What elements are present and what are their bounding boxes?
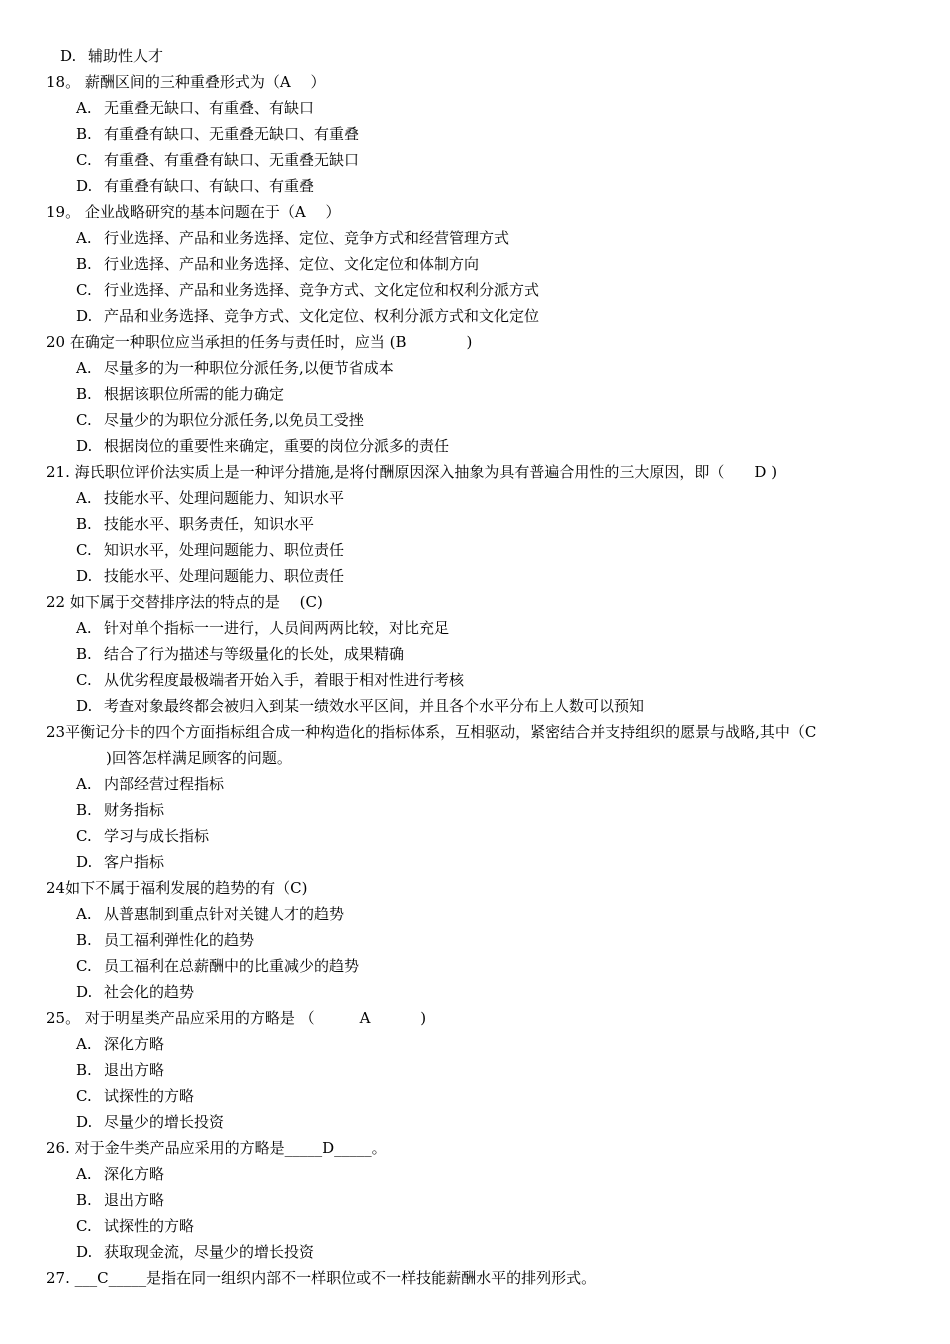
answer-option	[0, 95, 950, 121]
option-letter: D.	[76, 1113, 93, 1131]
option-text: 社会化的趋势	[104, 983, 195, 1001]
answer-option	[0, 381, 950, 407]
answer-option	[0, 1161, 950, 1187]
option-text: 技能水平、处理问题能力、职位责任	[104, 567, 345, 585]
option-letter: C.	[76, 827, 92, 845]
option-letter: D.	[76, 697, 93, 715]
answer-option	[0, 771, 950, 797]
option-letter: C.	[76, 281, 92, 299]
option-text: 考查对象最终都会被归入到某一绩效水平区间，并且各个水平分布上人数可以预知	[104, 697, 645, 715]
answer-option	[0, 147, 950, 173]
answer-option	[0, 121, 950, 147]
option-text: 产品和业务选择、竞争方式、文化定位、权利分派方式和文化定位	[104, 307, 540, 325]
option-letter: A.	[76, 1035, 92, 1053]
option-letter: B.	[76, 255, 92, 273]
option-letter: A.	[76, 99, 92, 117]
option-letter: B.	[76, 645, 92, 663]
answer-option	[0, 407, 950, 433]
answer-option	[0, 355, 950, 381]
option-letter: C.	[76, 1217, 92, 1235]
option-text: 技能水平、处理问题能力、知识水平	[104, 489, 345, 507]
option-letter: D.	[76, 437, 93, 455]
answer-option	[0, 511, 950, 537]
option-letter: D.	[76, 567, 93, 585]
option-text: 深化方略	[104, 1165, 165, 1183]
option-text: 内部经营过程指标	[104, 775, 225, 793]
option-letter: C.	[76, 151, 92, 169]
answer-option	[0, 693, 950, 719]
option-text: 尽量多的为一种职位分派任务,以便节省成本	[104, 359, 394, 377]
answer-option	[0, 615, 950, 641]
option-text: 深化方略	[104, 1035, 165, 1053]
answer-option	[0, 433, 950, 459]
option-text: 退出方略	[104, 1191, 165, 1209]
answer-option	[0, 43, 950, 69]
answer-option	[0, 563, 950, 589]
option-text: 根据该职位所需的能力确定	[104, 385, 285, 403]
answer-option	[0, 953, 950, 979]
answer-option	[0, 927, 950, 953]
option-text: 试探性的方略	[104, 1087, 195, 1105]
answer-option	[0, 173, 950, 199]
question-stem: 26. 对于金牛类产品应采用的方略是_____D_____。	[46, 1139, 387, 1157]
option-text: 学习与成长指标	[104, 827, 210, 845]
option-letter: A.	[76, 229, 92, 247]
answer-option	[0, 1031, 950, 1057]
option-text: 知识水平，处理问题能力、职位责任	[104, 541, 345, 559]
option-letter: D.	[76, 1243, 93, 1261]
question-stem: 18。 薪酬区间的三种重叠形式为（A ）	[46, 73, 326, 91]
option-text: 员工福利弹性化的趋势	[104, 931, 255, 949]
option-letter: C.	[76, 1087, 92, 1105]
question-stem: 23平衡记分卡的四个方面指标组合成一种构造化的指标体系，互相驱动，紧密结合并支持组织的愿景与战略,其中（C	[46, 723, 817, 741]
answer-option	[0, 1083, 950, 1109]
option-letter: C.	[76, 671, 92, 689]
answer-option	[0, 823, 950, 849]
document-page	[0, 43, 950, 1291]
option-letter: C.	[76, 957, 92, 975]
question-stem: 24如下不属于福利发展的趋势的有（C)	[46, 879, 308, 897]
option-letter: A.	[76, 359, 92, 377]
option-letter: A.	[76, 775, 92, 793]
answer-option	[0, 225, 950, 251]
answer-option	[0, 1109, 950, 1135]
answer-option	[0, 537, 950, 563]
answer-option	[0, 667, 950, 693]
option-letter: C.	[76, 541, 92, 559]
question-stem: 27. ___C_____是指在同一组织内部不一样职位或不一样技能薪酬水平的排列形式。	[46, 1269, 597, 1287]
option-text: 尽量少的增长投资	[104, 1113, 225, 1131]
option-letter: B.	[76, 931, 92, 949]
answer-option	[0, 251, 950, 277]
option-text: 尽量少的为职位分派任务,以免员工受挫	[104, 411, 364, 429]
question-continuation: )回答怎样满足顾客的问题。	[106, 749, 292, 767]
option-letter: D.	[76, 177, 93, 195]
option-text: 有重叠、有重叠有缺口、无重叠无缺口	[104, 151, 360, 169]
option-letter: B.	[76, 385, 92, 403]
option-text: 从普惠制到重点针对关键人才的趋势	[104, 905, 345, 923]
question-stem: 20 在确定一种职位应当承担的任务与责任时，应当 (B )	[46, 333, 473, 351]
answer-option	[0, 797, 950, 823]
option-letter: D.	[76, 307, 93, 325]
answer-option	[0, 1239, 950, 1265]
question-stem: 21. 海氏职位评价法实质上是一种评分措施,是将付酬原因深入抽象为具有普遍合用性的三大原因，即（ D )	[46, 463, 778, 481]
option-letter: D.	[76, 853, 93, 871]
option-letter: C.	[76, 411, 92, 429]
answer-option	[0, 277, 950, 303]
option-letter: B.	[76, 1061, 92, 1079]
option-text: 辅助性人才	[88, 47, 164, 65]
answer-option	[0, 979, 950, 1005]
option-text: 无重叠无缺口、有重叠、有缺口	[104, 99, 315, 117]
option-text: 有重叠有缺口、有缺口、有重叠	[104, 177, 315, 195]
answer-option	[0, 849, 950, 875]
option-text: 行业选择、产品和业务选择、定位、文化定位和体制方向	[104, 255, 480, 273]
option-text: 根据岗位的重要性来确定，重要的岗位分派多的责任	[104, 437, 450, 455]
option-letter: A.	[76, 905, 92, 923]
answer-option	[0, 485, 950, 511]
option-text: 客户指标	[104, 853, 165, 871]
answer-option	[0, 901, 950, 927]
option-letter: B.	[76, 515, 92, 533]
question-stem: 22 如下属于交替排序法的特点的是 (C)	[46, 593, 323, 611]
option-letter: D.	[60, 47, 77, 65]
answer-option	[0, 303, 950, 329]
option-letter: A.	[76, 489, 92, 507]
option-text: 有重叠有缺口、无重叠无缺口、有重叠	[104, 125, 360, 143]
answer-option	[0, 1187, 950, 1213]
answer-option	[0, 641, 950, 667]
option-text: 从优劣程度最极端者开始入手，着眼于相对性进行考核	[104, 671, 465, 689]
option-letter: A.	[76, 1165, 92, 1183]
option-text: 行业选择、产品和业务选择、竞争方式、文化定位和权利分派方式	[104, 281, 540, 299]
option-text: 退出方略	[104, 1061, 165, 1079]
question-stem: 25。 对于明星类产品应采用的方略是 （ A )	[46, 1009, 427, 1027]
option-text: 技能水平、职务责任，知识水平	[104, 515, 315, 533]
option-text: 试探性的方略	[104, 1217, 195, 1235]
option-letter: B.	[76, 1191, 92, 1209]
option-text: 员工福利在总薪酬中的比重减少的趋势	[104, 957, 360, 975]
option-text: 结合了行为描述与等级量化的长处，成果精确	[104, 645, 405, 663]
option-letter: B.	[76, 125, 92, 143]
answer-option	[0, 1057, 950, 1083]
option-letter: D.	[76, 983, 93, 1001]
option-letter: B.	[76, 801, 92, 819]
option-letter: A.	[76, 619, 92, 637]
option-text: 财务指标	[104, 801, 165, 819]
answer-option	[0, 1213, 950, 1239]
option-text: 针对单个指标一一进行，人员间两两比较，对比充足	[104, 619, 450, 637]
option-text: 获取现金流，尽量少的增长投资	[104, 1243, 315, 1261]
option-text: 行业选择、产品和业务选择、定位、竞争方式和经营管理方式	[104, 229, 510, 247]
question-stem: 19。 企业战略研究的基本问题在于（A ）	[46, 203, 341, 221]
